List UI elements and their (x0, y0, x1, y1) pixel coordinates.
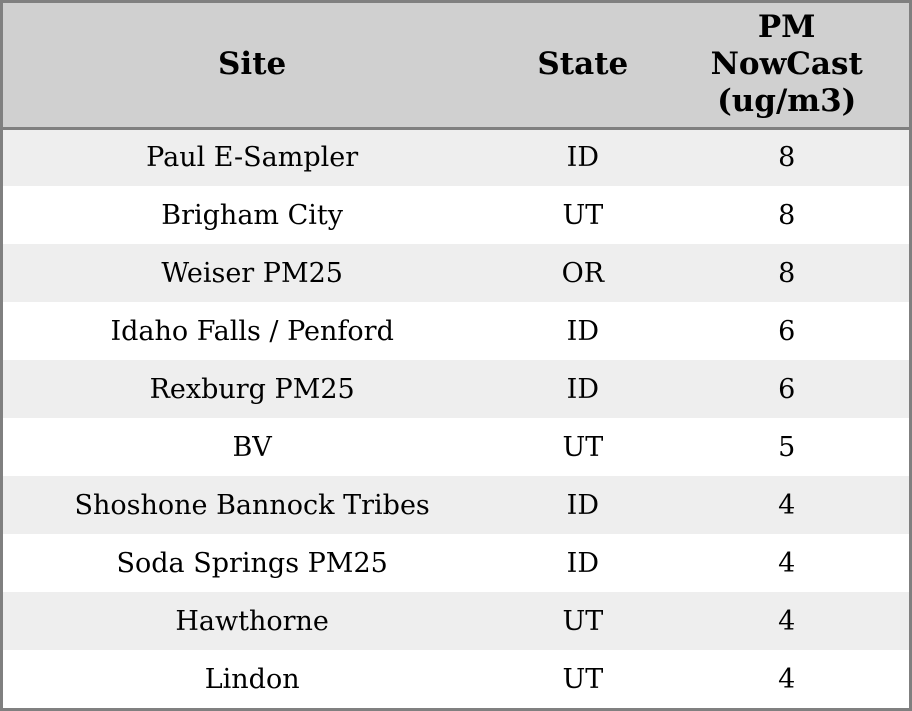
table-header-row (3, 3, 909, 128)
cell-site: Paul E-Sampler (146, 142, 359, 174)
cell-pm_nowcast: 8 (778, 257, 796, 289)
column-header-state: State (501, 3, 664, 128)
table-row (3, 650, 909, 708)
cell-pm_nowcast: 4 (778, 605, 796, 637)
cell-pm_nowcast: 5 (778, 431, 796, 463)
cell-site: Brigham City (161, 199, 344, 231)
cell-pm_nowcast: 4 (778, 547, 796, 579)
cell-state: ID (566, 547, 599, 579)
cell-site: Hawthorne (175, 605, 329, 637)
cell-pm_nowcast: 6 (778, 315, 796, 347)
table-row (3, 592, 909, 650)
cell-pm_nowcast: 8 (778, 142, 796, 174)
cell-pm_nowcast: 4 (778, 489, 796, 521)
table-row (3, 186, 909, 244)
cell-site: Weiser PM25 (161, 257, 343, 289)
cell-pm_nowcast: 6 (778, 373, 796, 405)
cell-state: ID (566, 489, 599, 521)
table-row (3, 302, 909, 360)
column-header-line: NowCast (710, 46, 863, 83)
column-header-pm_nowcast (664, 3, 909, 128)
table-row (3, 360, 909, 418)
cell-state: ID (566, 315, 599, 347)
table-body (3, 128, 909, 708)
cell-state: ID (566, 142, 599, 174)
cell-site: Soda Springs PM25 (116, 547, 388, 579)
cell-pm_nowcast: 8 (778, 199, 796, 231)
column-header-line: PM (757, 8, 816, 45)
cell-state: UT (562, 663, 604, 695)
cell-state: ID (566, 373, 599, 405)
table-row (3, 476, 909, 534)
cell-site: BV (232, 431, 272, 463)
cell-state: UT (562, 605, 604, 637)
cell-site: Shoshone Bannock Tribes (74, 489, 430, 521)
table-row (3, 418, 909, 476)
cell-state: UT (562, 431, 604, 463)
table-row (3, 534, 909, 592)
table-row (3, 128, 909, 186)
column-header-line: (ug/m3) (717, 83, 857, 120)
cell-site: Rexburg PM25 (149, 373, 355, 405)
column-header-site: Site (3, 3, 501, 128)
table-row (3, 244, 909, 302)
pm-nowcast-table (3, 3, 909, 708)
cell-pm_nowcast: 4 (778, 663, 796, 695)
cell-site: Lindon (204, 663, 300, 695)
cell-state: OR (561, 257, 605, 289)
cell-site: Idaho Falls / Penford (110, 315, 394, 347)
table-header (3, 3, 909, 128)
cell-state: UT (562, 199, 604, 231)
